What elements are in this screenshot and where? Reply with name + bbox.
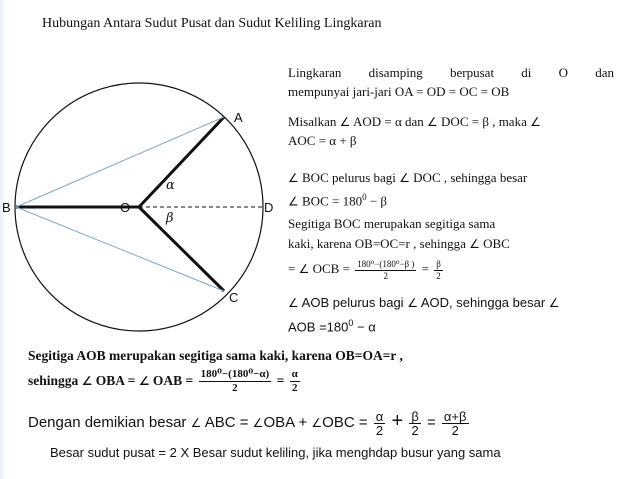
p2-text-a: Misalkan (288, 114, 337, 129)
p7-f1-den: 2 (375, 422, 384, 438)
p4-text-a: kaki, karena OB=OC=r , sehingga (288, 236, 466, 251)
angle-icon: ∠ (407, 296, 418, 310)
angle-icon: ∠ (298, 262, 310, 276)
p6-line2 (28, 366, 302, 396)
p7-f1-num: α (375, 408, 384, 424)
p7-f2-den: 2 (411, 422, 419, 438)
p5-text-a: AOB pelurus bagi (301, 295, 404, 310)
p6-text-a: sehingga (28, 373, 79, 388)
p4-eq-b: OCB = (312, 261, 350, 276)
p6-fraction-1 (199, 368, 272, 395)
p3-line1 (288, 168, 527, 188)
p4-frac1-den: 2 (383, 270, 389, 281)
footer-note: Besar sudut pusat = 2 X Besar sudut keliling, jika menghdap busur yang sama (50, 445, 501, 460)
p5-text-c: AOB =180 (288, 319, 349, 335)
label-c: C (229, 290, 239, 305)
p7-f3-num: α+β (443, 408, 467, 424)
label-d: D (264, 200, 274, 215)
p4-line3 (288, 255, 445, 283)
p7-f3-den: 2 (451, 422, 459, 438)
p4-text-b: OBC (483, 236, 510, 251)
p5-text-b: AOD, sehingga besar (420, 295, 546, 310)
angle-icon: ∠ (288, 171, 299, 185)
p6-text-b: OBA = (95, 373, 136, 388)
line-ba (16, 117, 224, 207)
p1-line1: Lingkaran disamping berpusat di O dan (288, 65, 614, 80)
angle-icon: ∠ (81, 374, 93, 388)
p5-line1 (288, 293, 560, 313)
angle-icon: ∠ (469, 237, 480, 251)
angle-icon: ∠ (288, 296, 299, 310)
p5-text-d: − α (353, 319, 376, 335)
label-o: O (120, 200, 131, 215)
slide-title: Hubungan Antara Sudut Pusat dan Sudut Keliling Lingkaran (42, 16, 382, 31)
p7-plus: + (391, 410, 404, 432)
p2-line1 (288, 112, 541, 132)
line-bc (16, 207, 224, 291)
p4-fraction-2 (434, 259, 443, 282)
angle-icon: ∠ (311, 416, 323, 430)
p2-text-b: AOD = α dan (352, 114, 424, 129)
p1-line2: mempunyai jari-jari OA = OD = OC = OB (288, 84, 510, 99)
p3-text-a: BOC pelurus bagi (302, 170, 396, 185)
p7-equals: = (426, 414, 436, 431)
p4-eq-a: = (288, 261, 296, 276)
p7-fraction-1 (374, 410, 386, 437)
p4-equals: = (421, 261, 429, 276)
p5-line2 (288, 313, 376, 337)
p6-line1: Segitiga AOB merupakan segitiga sama kaki, karena OB=OA=r , (28, 348, 403, 363)
p3-text-c: BOC = 180 (302, 193, 363, 209)
angle-icon: ∠ (190, 416, 202, 430)
p6-fraction-2 (290, 368, 300, 395)
p4-frac2-num: β (436, 258, 441, 269)
p7-f2-num: β (411, 408, 419, 424)
p6-frac2-den: 2 (291, 382, 298, 395)
p6-frac2-num: α (291, 368, 298, 381)
angle-icon: ∠ (548, 296, 560, 310)
angle-icon: ∠ (427, 115, 438, 129)
p6-text-c: OAB = (152, 373, 194, 388)
p4-frac2-den: 2 (436, 270, 441, 281)
p4-line2 (288, 234, 510, 254)
p7-text-a: Dengan demikian besar (28, 414, 187, 431)
p7-fraction-2 (409, 410, 420, 437)
p6-frac1-den: 2 (232, 382, 238, 395)
angle-icon: ∠ (530, 115, 541, 129)
label-a: A (234, 110, 243, 125)
p2-line2: AOC = α + β (288, 133, 357, 148)
p3-line2 (288, 187, 387, 211)
label-beta: β (166, 211, 174, 226)
p4-fraction-1 (355, 259, 416, 282)
p6-frac1-num: 180⁰−(180⁰−α) (200, 368, 270, 381)
p3-text-d: − β (366, 193, 388, 209)
p7-line (28, 404, 471, 440)
p7-fraction-3 (442, 410, 469, 437)
angle-icon: ∠ (399, 171, 410, 185)
p4-frac1-num: 180⁰−(180⁰−β ) (357, 258, 415, 269)
angle-icon: ∠ (252, 416, 264, 430)
line-oc (139, 207, 224, 291)
p6-equals: = (276, 373, 285, 388)
p7-text-b: ABC = (204, 414, 249, 431)
p4-line1: Segitiga BOC merupakan segitiga sama (288, 216, 496, 231)
angle-icon: ∠ (339, 115, 351, 129)
angle-icon: ∠ (288, 194, 299, 209)
p3-degree: 0 (362, 192, 367, 202)
label-b: B (2, 200, 11, 215)
p2-text-c: DOC = β , maka (441, 114, 527, 129)
p7-text-c: OBA + (263, 414, 308, 431)
p3-text-b: DOC , sehingga besar (413, 170, 528, 185)
line-oa (139, 117, 224, 207)
p5-degree: 0 (348, 318, 354, 328)
p7-text-d: OBC = (322, 414, 368, 431)
label-alpha: α (166, 178, 175, 193)
angle-icon: ∠ (138, 374, 150, 388)
